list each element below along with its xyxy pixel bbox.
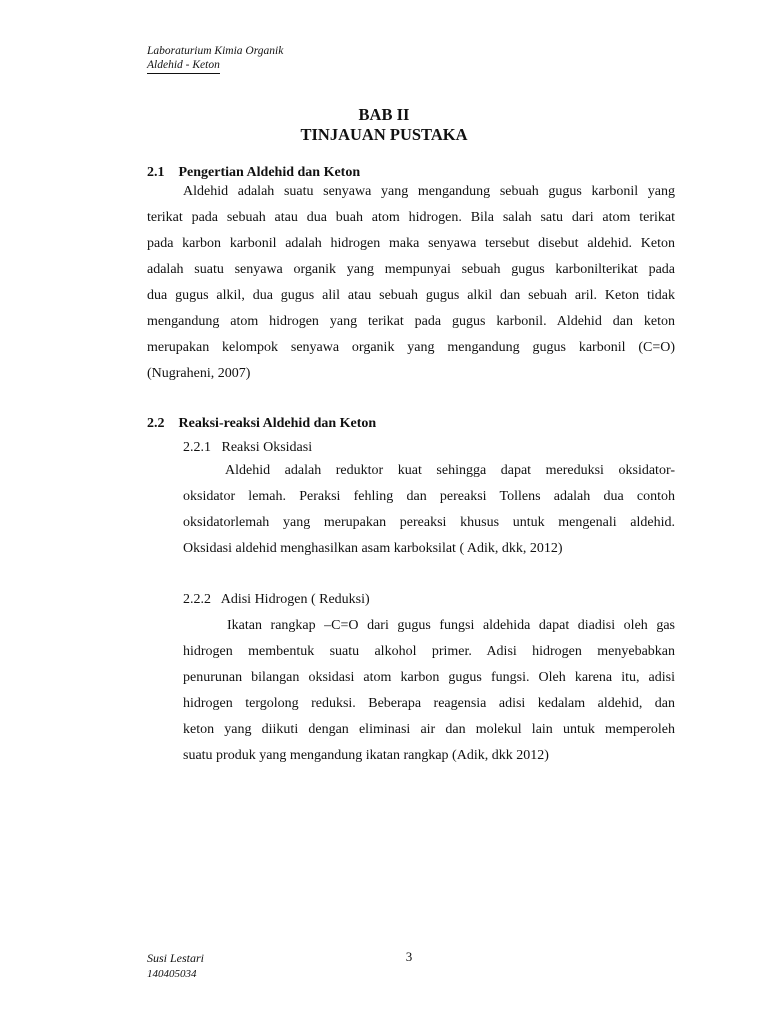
paragraph-line: merupakan kelompok senyawa organik yang mengandung gugus karbonil (C=O)	[147, 340, 675, 355]
running-header	[147, 44, 283, 74]
paragraph-line: suatu produk yang mengandung ikatan rangkap (Adik, dkk 2012)	[183, 748, 549, 763]
header-lab-name: Laboraturium Kimia Organik	[147, 45, 284, 57]
paragraph-line: keton yang diikuti dengan eliminasi air dan molekul lain untuk memperoleh	[183, 722, 675, 737]
paragraph-line: dua gugus alkil, dua gugus alil atau sebuah gugus alkil dan sebuah aril. Keton tidak	[147, 288, 675, 303]
subsection-heading-2-2-2: 2.2.2 Adisi Hidrogen ( Reduksi)	[183, 592, 370, 607]
paragraph-line: hidrogen membentuk suatu alkohol primer. Adisi hidrogen menyebabkan	[183, 644, 675, 659]
paragraph-line: Ikatan rangkap –C=O dari gugus fungsi aldehida dapat diadisi oleh gas	[227, 618, 675, 633]
chapter-title: TINJAUAN PUSTAKA	[300, 125, 468, 144]
paragraph-reduksi	[183, 613, 675, 769]
paragraph-line: oksidator lemah. Peraksi fehling dan pereaksi Tollens adalah dua contoh	[183, 489, 675, 504]
paragraph-line: Oksidasi aldehid menghasilkan asam karboksilat ( Adik, dkk, 2012)	[183, 541, 563, 556]
header-topic: Aldehid - Keton	[147, 58, 220, 74]
footer-student-id: 140405034	[147, 968, 197, 980]
paragraph-line: (Nugraheni, 2007)	[147, 366, 251, 381]
paragraph-line: adalah suatu senyawa organik yang mempunyai sebuah gugus karbonilterikat pada	[147, 262, 675, 277]
paragraph-line: terikat pada sebuah atau dua buah atom hidrogen. Bila salah satu dari atom terikat	[147, 210, 675, 225]
paragraph-line: Aldehid adalah suatu senyawa yang mengandung sebuah gugus karbonil yang	[183, 184, 675, 199]
footer-author: Susi Lestari	[147, 951, 205, 965]
paragraph-pengertian	[147, 179, 675, 387]
chapter-number: BAB II	[358, 105, 410, 124]
paragraph-line: pada karbon karbonil adalah hidrogen maka senyawa tersebut disebut aldehid. Keton	[147, 236, 675, 251]
paragraph-line: mengandung atom hidrogen yang terikat pada gugus karbonil. Aldehid dan keton	[147, 314, 675, 329]
paragraph-line: penurunan bilangan oksidasi atom karbon gugus fungsi. Oleh karena itu, adisi	[183, 670, 675, 685]
paragraph-line: oksidatorlemah yang merupakan pereaksi khusus untuk mengenali aldehid.	[183, 515, 675, 530]
subsection-heading-2-2-1: 2.2.1 Reaksi Oksidasi	[183, 440, 313, 455]
section-heading-2-2: 2.2 Reaksi-reaksi Aldehid dan Keton	[147, 416, 377, 431]
paragraph-oksidasi	[183, 458, 675, 562]
paragraph-line: Aldehid adalah reduktor kuat sehingga dapat mereduksi oksidator-	[225, 463, 675, 478]
page-number: 3	[405, 949, 413, 964]
section-heading-2-1: 2.1 Pengertian Aldehid dan Keton	[147, 165, 361, 180]
paragraph-line: hidrogen tergolong reduksi. Beberapa reagensia adisi kedalam aldehid, dan	[183, 696, 675, 711]
